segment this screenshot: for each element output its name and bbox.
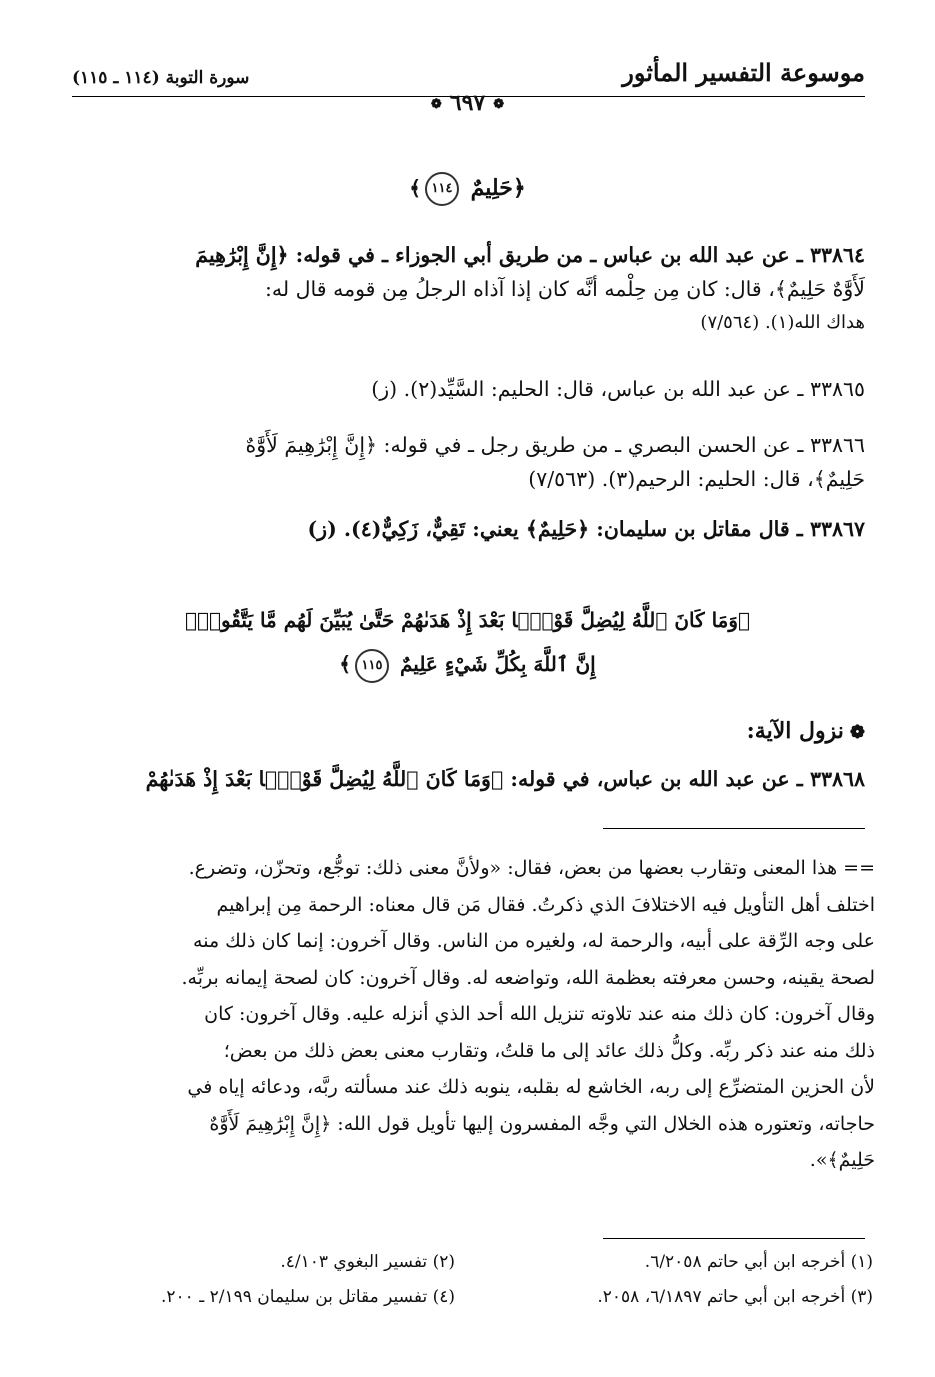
note-line: حَلِيمٌ﴾». — [809, 1149, 875, 1171]
page-number-block — [0, 90, 935, 116]
verse-line-2 — [0, 642, 935, 686]
footnote-rule — [603, 1238, 865, 1239]
surah-range: سورة التوبة (١١٤ ـ ١١٥) — [72, 68, 250, 88]
note-line: وقال آخرون: كان ذلك منه عند تلاوته تنزيل الله أحد الذي أنزله عليه. وقال آخرون: كان — [204, 1003, 875, 1025]
continued-note — [68, 850, 875, 1179]
ayah-number-marker: ١١٥ — [355, 649, 389, 683]
note-line: حاجاته، وتعتوره هذه الخلال التي وجَّه المفسرون إليها تأويل قول الله: ﴿إِنَّ إِبْرَٰهِيمَ لَأَوَّٰهٌ — [209, 1112, 875, 1135]
book-title: موسوعة التفسير المأثور — [622, 58, 865, 87]
verse-text: إِنَّ ٱللَّهَ بِكُلِّ شَيْءٍ عَلِيمٌ — [399, 652, 596, 676]
entry-33866 — [70, 428, 865, 496]
entry-33867 — [70, 512, 865, 546]
entry-line: ٣٣٨٦٥ ـ عن عبد الله بن عباس، قال: الحليم: السَّيِّد(٢). (ز) — [371, 377, 865, 401]
entry-line: ٣٣٨٦٤ ـ عن عبد الله بن عباس ـ من طريق أبي الجوزاء ـ في قوله: ﴿إِنَّ إِبْرَٰهِيمَ — [195, 243, 865, 267]
entry-line: ٣٣٨٦٨ ـ عن عبد الله بن عباس، في قوله: ﴿وَمَا كَانَ ٱللَّهُ لِيُضِلَّ قَوْمًۢا بَعْدَ إِذْ هَدَىٰهُمْ — [145, 767, 865, 791]
footnote-2: (٢) تفسير البغوي ٤/١٠٣. — [280, 1252, 455, 1272]
entry-33868 — [70, 762, 865, 796]
entry-line: هداك الله(١). (٧/٥٦٤) — [700, 312, 865, 333]
entry-line: لَأَوَّٰهٌ حَلِيمٌ﴾، قال: كان مِن حِلْمه أنَّه كان إذا آذاه الرجلُ مِن قومه قال له: — [265, 277, 865, 301]
entry-line: ٣٣٨٦٧ ـ قال مقاتل بن سليمان: ﴿حَلِيمٌ﴾ يعني: تَقِيٌّ، زَكِيٌّ(٤). (ز) — [307, 517, 865, 541]
note-line: اختلف أهل التأويل فيه الاختلافَ الذي ذكرتُ. فقال مَن قال معناه: الرحمة مِن إبراهيم — [216, 893, 875, 916]
note-line: == هذا المعنى وتقارب بعضها من بعض، فقال: «ولأنَّ معنى ذلك: توجُّع، وتحزّن، وتضرع. — [188, 857, 875, 879]
page-number: ٦٩٧ — [449, 90, 486, 116]
note-line: لصحة يقينه، وحسن معرفته بعظمة الله، وتواضعه له. وقال آخرون: كان لصحة إيمانه بربِّه. — [181, 966, 875, 989]
entry-line: حَلِيمٌ﴾، قال: الحليم: الرحيم(٣). (٧/٥٦٣) — [528, 467, 865, 491]
ornament-icon: ❁ — [493, 96, 505, 112]
verse-fragment-114 — [0, 172, 935, 206]
note-line: لأن الحزين المتضرِّع إلى ربه، الخاشع له بقلبه، ينوبه ذلك عند مسألته ربَّه، ودعائه إياه في — [187, 1076, 875, 1098]
verse-115 — [0, 598, 935, 686]
section-heading-text: نزول الآية: — [746, 718, 844, 744]
verse-line: ﴿وَمَا كَانَ ٱللَّهُ لِيُضِلَّ قَوْمًۢا بَعْدَ إِذْ هَدَىٰهُمْ حَتَّىٰ يُبَيِّنَ لَهُم مَّا يَتَّقُونَۚ — [184, 608, 751, 632]
note-line: ذلك منه عند ذكر ربِّه. وكلُّ ذلك عائد إلى ما قلتُ، وتقارب معنى بعض ذلك من بعض؛ — [223, 1039, 875, 1062]
ayah-number-marker: ١١٤ — [425, 172, 459, 206]
footnote-4: (٤) تفسير مقاتل بن سليمان ٢/١٩٩ ـ ٢٠٠. — [161, 1287, 455, 1307]
entry-33865 — [70, 372, 865, 406]
section-heading — [747, 718, 865, 744]
entry-33864 — [70, 238, 865, 340]
footnote-3: (٣) أخرجه ابن أبي حاتم ٦/١٨٩٧، ٢٠٥٨. — [597, 1287, 873, 1307]
flower-icon: ❁ — [849, 722, 865, 743]
ornament-icon: ❁ — [430, 96, 442, 112]
verse-close-bracket: ﴾ — [339, 652, 351, 676]
note-line: على وجه الرِّقة على أبيه، والرحمة له، ولغيره من الناس. وقال آخرون: إنما كان ذلك منه — [193, 930, 875, 952]
footnote-1: (١) أخرجه ابن أبي حاتم ٦/٢٠٥٨. — [644, 1252, 873, 1272]
footnote-rule — [603, 828, 865, 829]
entry-line: ٣٣٨٦٦ ـ عن الحسن البصري ـ من طريق رجل ـ في قوله: ﴿إِنَّ إِبْرَٰهِيمَ لَأَوَّٰهٌ — [245, 433, 865, 457]
verse-close-bracket: ﴾ — [409, 176, 421, 200]
verse-text: ﴿حَلِيمٌ — [470, 175, 526, 201]
